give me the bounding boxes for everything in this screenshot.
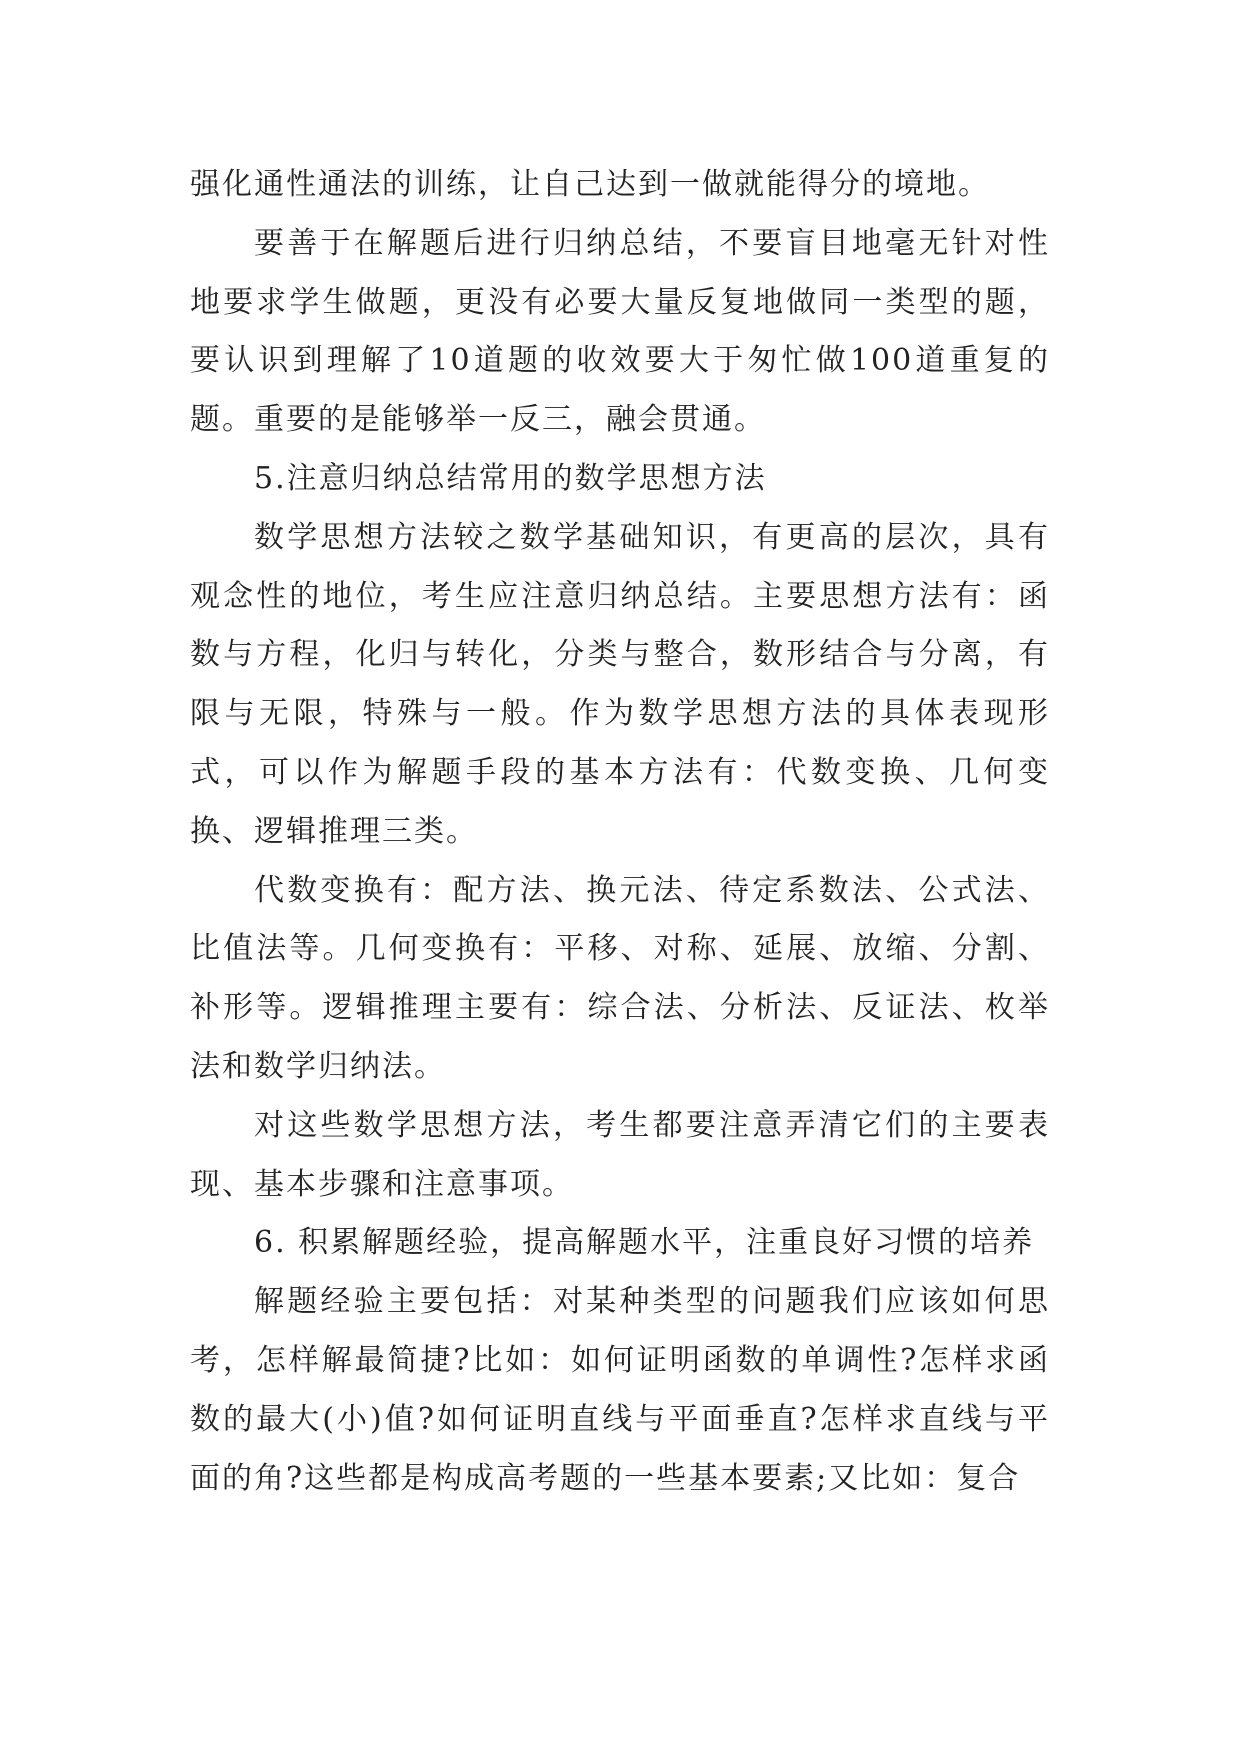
- paragraph-summarize-after-solving: 要善于在解题后进行归纳总结，不要盲目地毫无针对性地要求学生做题，更没有必要大量反复地做同一类型的题，要认识到理解了10道题的收效要大于匆忙做100道重复的题。重要的是能够举一反三，融会贯通。: [190, 225, 1050, 438]
- section-heading-5: 5.注意归纳总结常用的数学思想方法: [254, 460, 767, 496]
- section-heading-6: 6. 积累解题经验，提高解题水平，注重良好习惯的培养: [254, 1225, 1035, 1261]
- paragraph-transformation-methods: 代数变换有：配方法、换元法、待定系数法、公式法、比值法等。几何变换有：平移、对称、延展、放缩、分割、补形等。逻辑推理主要有：综合法、分析法、反证法、枚举法和数学归纳法。: [190, 872, 1050, 1084]
- paragraph-solving-experience: 解题经验主要包括：对某种类型的问题我们应该如何思考，怎样解最简捷?比如：如何证明函数的单调性?怎样求函数的最大(小)值?如何证明直线与平面垂直?怎样求直线与平面的角?这些都是构成高考题的一些基本要素;又比如：复合: [190, 1284, 1050, 1496]
- paragraph-understand-methods: 对这些数学思想方法，考生都要注意弄清它们的主要表现、基本步骤和注意事项。: [190, 1107, 1050, 1202]
- paragraph-math-thinking-methods: 数学思想方法较之数学基础知识，有更高的层次，具有观念性的地位，考生应注意归纳总结。主要思想方法有：函数与方程，化归与转化，分类与整合，数形结合与分离，有限与无限，特殊与一般。作为数学思想方法的具体表现形式，可以作为解题手段的基本方法有：代数变换、几何变换、逻辑推理三类。: [190, 519, 1050, 849]
- paragraph-continuation: 强化通性通法的训练，让自己达到一做就能得分的境地。: [190, 167, 990, 202]
- document-body: [190, 156, 1050, 1508]
